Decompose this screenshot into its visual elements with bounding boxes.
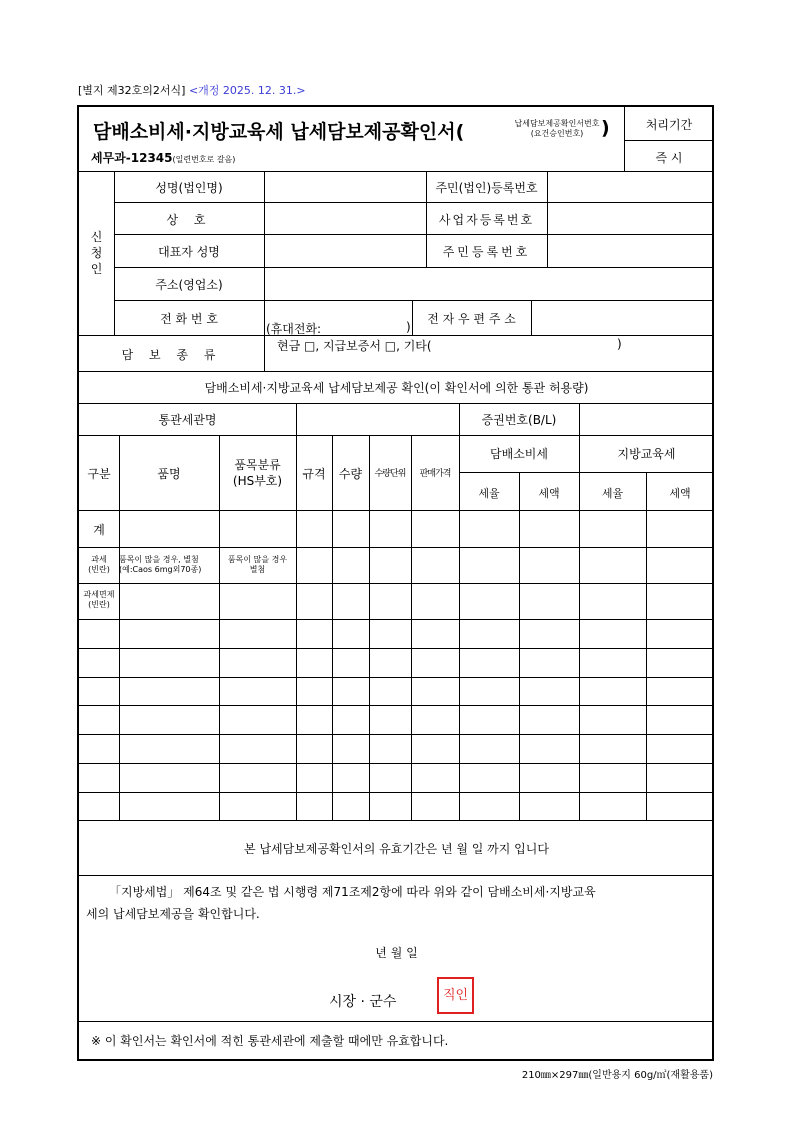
col-edu-rate: 세율 [601, 487, 624, 500]
phone-label: 전 화 번 호 [160, 312, 218, 326]
statement-line2: 세의 납세담보제공을 확인합니다. [86, 907, 260, 921]
confirmation-form [77, 105, 714, 1061]
row-total: 계 [93, 523, 105, 537]
validity-text: 본 납세담보제공확인서의 유효기간은 년 월 일 까지 입니다 [244, 842, 549, 856]
confirm-title: 담배소비세·지방교육세 납세담보제공 확인(이 확인서에 의한 통관 허용량) [204, 381, 589, 395]
col-item: 품명 [157, 467, 181, 481]
row-taxable: 과세 (빈란) [88, 555, 110, 574]
col-unit: 수량단위 [374, 469, 406, 479]
col-qty: 수량 [338, 467, 363, 481]
address-label: 주소(영업소) [155, 278, 223, 292]
statement-line1: 「지방세법」 제64조 및 같은 법 시행령 제71조제2항에 따라 위와 같이 담배소비세·지방교육 [109, 885, 596, 899]
notice: ※ 이 확인서는 확인서에 적힌 통관세관에 제출할 때에만 유효합니다. [91, 1034, 449, 1048]
rrn-label: 주민등록번호 [442, 245, 531, 259]
form-number: [별지 제32호의2서식] [78, 84, 186, 97]
col-spec: 규격 [302, 467, 326, 481]
email-label: 전 자 우 편 주 소 [427, 312, 516, 326]
processing-label: 처리기간 [645, 118, 693, 132]
mobile-close: ) [406, 320, 411, 334]
row-taxable-item-note: 품목이 많을 경우, 별첨 (예:Caos 6mg외70종) [119, 555, 202, 574]
col-category: 구분 [87, 467, 111, 481]
document-number: 세무과-12345(일련번호로 갈음) [91, 151, 236, 165]
row-exempt: 과세면제 (빈란) [83, 590, 115, 609]
business-number-label: 사업자등록번호 [438, 213, 535, 227]
customs-label: 통관세관명 [158, 413, 217, 427]
bl-label: 증권번호(B/L) [481, 413, 557, 427]
title-paren-close: ) [601, 117, 610, 139]
col-price: 판매가격 [419, 469, 451, 479]
applicant-section-label: 신 청 인 [90, 230, 103, 276]
official-seal: 직인 [437, 977, 474, 1014]
col-edu-amount: 세액 [669, 487, 691, 500]
col-tobacco-amount: 세액 [538, 487, 560, 500]
representative-label: 대표자 성명 [158, 245, 220, 259]
processing-value: 즉 시 [655, 151, 683, 165]
revision-date: <개정 2025. 12. 31.> [188, 84, 306, 97]
signer: 시장 · 군수 [329, 994, 397, 1010]
security-options: 현금 □, 지급보증서 □, 기타( [277, 339, 432, 353]
row-taxable-hs-note: 품목이 많을 경우 별첨 [227, 555, 288, 574]
form-title: 담배소비세·지방교육세 납세담보제공확인서( [93, 121, 465, 143]
col-hs: 품목분류 (HS부호) [232, 458, 283, 488]
col-tobacco-tax: 담배소비세 [490, 447, 548, 461]
col-tobacco-rate: 세율 [478, 487, 500, 500]
col-edu-tax: 지방교육세 [617, 447, 676, 461]
form-header [78, 82, 306, 98]
security-label: 담 보 종 류 [121, 348, 222, 362]
trade-name-label: 상 호 [166, 213, 212, 227]
statement-date: 년 월 일 [375, 946, 418, 960]
mobile-label: (휴대전화: [266, 322, 322, 336]
name-label: 성명(법인명) [155, 181, 223, 195]
rrn-corp-label: 주민(법인)등록번호 [435, 181, 538, 195]
security-close: ) [617, 337, 622, 351]
title-sub: 납세담보제공확인서번호 (요건승인번호) [514, 119, 600, 138]
paper-spec: 210㎜×297㎜(일반용지 60g/㎡(재활용품) [521, 1070, 713, 1081]
